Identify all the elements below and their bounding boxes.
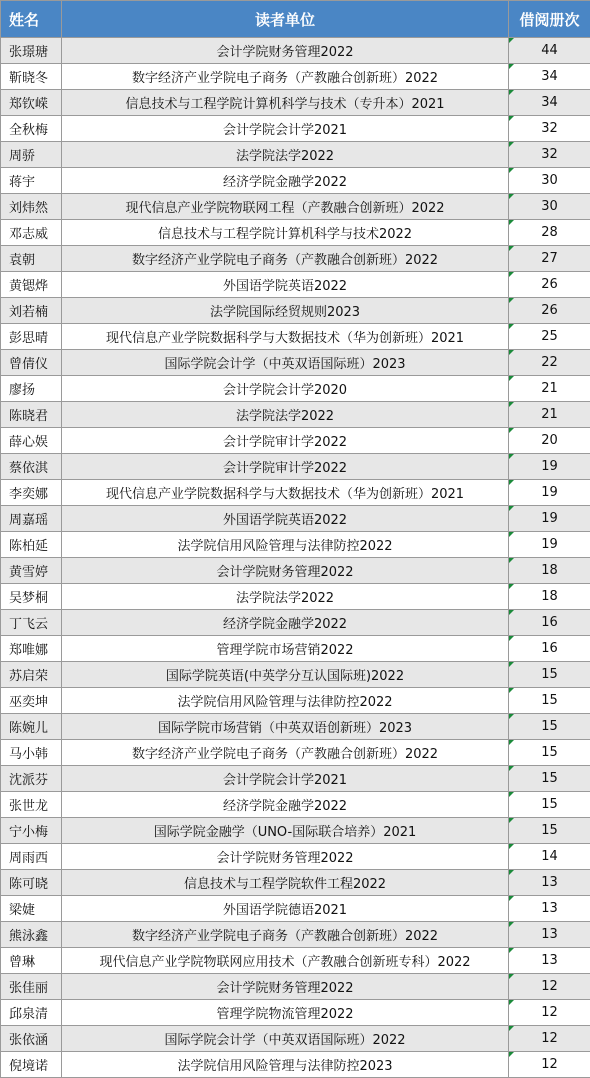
count-cell: 19 — [509, 506, 590, 532]
table-row — [1, 376, 590, 402]
table-row — [1, 636, 590, 662]
count-cell: 20 — [509, 428, 590, 454]
name-cell: 周雨西 — [1, 844, 62, 870]
count-cell: 19 — [509, 454, 590, 480]
name-cell: 黄雪婷 — [1, 558, 62, 584]
table-row — [1, 168, 590, 194]
name-cell: 熊泳鑫 — [1, 922, 62, 948]
count-cell: 15 — [509, 662, 590, 688]
table-row — [1, 714, 590, 740]
unit-cell: 信息技术与工程学院计算机科学与技术（专升本）2021 — [62, 90, 509, 116]
count-cell: 15 — [509, 818, 590, 844]
count-cell: 15 — [509, 740, 590, 766]
unit-cell: 法学院法学2022 — [62, 584, 509, 610]
unit-cell: 国际学院会计学（中英双语国际班）2022 — [62, 1026, 509, 1052]
count-cell: 19 — [509, 532, 590, 558]
name-cell: 刘若楠 — [1, 298, 62, 324]
count-cell: 32 — [509, 116, 590, 142]
unit-cell: 现代信息产业学院物联网应用技术（产教融合创新班专科）2022 — [62, 948, 509, 974]
table-row — [1, 298, 590, 324]
count-cell: 27 — [509, 246, 590, 272]
unit-cell: 国际学院英语(中英学分互认国际班)2022 — [62, 662, 509, 688]
count-cell: 30 — [509, 194, 590, 220]
unit-cell: 会计学院审计学2022 — [62, 428, 509, 454]
table-row — [1, 90, 590, 116]
table-row — [1, 610, 590, 636]
name-cell: 倪境诺 — [1, 1052, 62, 1078]
unit-cell: 国际学院市场营销（中英双语创新班）2023 — [62, 714, 509, 740]
name-cell: 黄锶烨 — [1, 272, 62, 298]
count-cell: 12 — [509, 1000, 590, 1026]
unit-cell: 数字经济产业学院电子商务（产教融合创新班）2022 — [62, 740, 509, 766]
table-row — [1, 896, 590, 922]
table-row — [1, 818, 590, 844]
count-cell: 16 — [509, 636, 590, 662]
unit-cell: 外国语学院英语2022 — [62, 272, 509, 298]
count-cell: 13 — [509, 870, 590, 896]
table-row — [1, 1000, 590, 1026]
count-cell: 34 — [509, 90, 590, 116]
unit-cell: 管理学院物流管理2022 — [62, 1000, 509, 1026]
name-cell: 周嘉瑶 — [1, 506, 62, 532]
table-row — [1, 844, 590, 870]
count-cell: 34 — [509, 64, 590, 90]
table-header-row — [1, 1, 590, 38]
name-cell: 沈派芬 — [1, 766, 62, 792]
unit-cell: 法学院法学2022 — [62, 402, 509, 428]
unit-cell: 外国语学院德语2021 — [62, 896, 509, 922]
name-cell: 马小韩 — [1, 740, 62, 766]
count-cell: 15 — [509, 792, 590, 818]
count-cell: 14 — [509, 844, 590, 870]
name-cell: 靳晓冬 — [1, 64, 62, 90]
table-row — [1, 272, 590, 298]
table-row — [1, 246, 590, 272]
unit-cell: 数字经济产业学院电子商务（产教融合创新班）2022 — [62, 246, 509, 272]
unit-cell: 法学院信用风险管理与法律防控2022 — [62, 532, 509, 558]
table-row — [1, 64, 590, 90]
table-row — [1, 454, 590, 480]
unit-cell: 会计学院会计学2021 — [62, 766, 509, 792]
name-cell: 张世龙 — [1, 792, 62, 818]
count-cell: 21 — [509, 402, 590, 428]
name-cell: 蒋宇 — [1, 168, 62, 194]
unit-cell: 现代信息产业学院数据科学与大数据技术（华为创新班）2021 — [62, 480, 509, 506]
count-cell: 32 — [509, 142, 590, 168]
count-cell: 13 — [509, 948, 590, 974]
count-cell: 44 — [509, 38, 590, 64]
table-row — [1, 428, 590, 454]
name-cell: 全秋梅 — [1, 116, 62, 142]
name-cell: 梁婕 — [1, 896, 62, 922]
name-cell: 薛心娱 — [1, 428, 62, 454]
table-row — [1, 142, 590, 168]
unit-cell: 会计学院会计学2020 — [62, 376, 509, 402]
name-cell: 邓志威 — [1, 220, 62, 246]
count-cell: 18 — [509, 584, 590, 610]
count-cell: 28 — [509, 220, 590, 246]
unit-cell: 会计学院会计学2021 — [62, 116, 509, 142]
table-body — [1, 38, 590, 1078]
unit-cell: 信息技术与工程学院软件工程2022 — [62, 870, 509, 896]
table-row — [1, 402, 590, 428]
unit-cell: 信息技术与工程学院计算机科学与技术2022 — [62, 220, 509, 246]
unit-cell: 数字经济产业学院电子商务（产教融合创新班）2022 — [62, 922, 509, 948]
count-cell: 30 — [509, 168, 590, 194]
count-cell: 13 — [509, 922, 590, 948]
name-cell: 陈柏延 — [1, 532, 62, 558]
name-cell: 巫奕坤 — [1, 688, 62, 714]
name-cell: 陈晓君 — [1, 402, 62, 428]
table-row — [1, 532, 590, 558]
table-row — [1, 116, 590, 142]
header-unit: 读者单位 — [62, 1, 509, 38]
unit-cell: 法学院国际经贸规则2023 — [62, 298, 509, 324]
name-cell: 周骄 — [1, 142, 62, 168]
unit-cell: 法学院信用风险管理与法律防控2023 — [62, 1052, 509, 1078]
name-cell: 曾琳 — [1, 948, 62, 974]
name-cell: 张依涵 — [1, 1026, 62, 1052]
table-row — [1, 324, 590, 350]
unit-cell: 现代信息产业学院数据科学与大数据技术（华为创新班）2021 — [62, 324, 509, 350]
count-cell: 21 — [509, 376, 590, 402]
table-row — [1, 350, 590, 376]
name-cell: 张璟瑭 — [1, 38, 62, 64]
name-cell: 邱泉清 — [1, 1000, 62, 1026]
name-cell: 彭思晴 — [1, 324, 62, 350]
count-cell: 15 — [509, 688, 590, 714]
count-cell: 26 — [509, 272, 590, 298]
count-cell: 13 — [509, 896, 590, 922]
count-cell: 15 — [509, 766, 590, 792]
name-cell: 郑钦嵘 — [1, 90, 62, 116]
count-cell: 19 — [509, 480, 590, 506]
count-cell: 25 — [509, 324, 590, 350]
name-cell: 宁小梅 — [1, 818, 62, 844]
table-row — [1, 38, 590, 64]
unit-cell: 会计学院财务管理2022 — [62, 974, 509, 1000]
header-name: 姓名 — [1, 1, 62, 38]
name-cell: 吴梦桐 — [1, 584, 62, 610]
unit-cell: 数字经济产业学院电子商务（产教融合创新班）2022 — [62, 64, 509, 90]
name-cell: 袁朝 — [1, 246, 62, 272]
unit-cell: 法学院信用风险管理与法律防控2022 — [62, 688, 509, 714]
count-cell: 18 — [509, 558, 590, 584]
table-row — [1, 480, 590, 506]
name-cell: 刘炜然 — [1, 194, 62, 220]
unit-cell: 管理学院市场营销2022 — [62, 636, 509, 662]
unit-cell: 会计学院财务管理2022 — [62, 844, 509, 870]
name-cell: 丁飞云 — [1, 610, 62, 636]
table-row — [1, 766, 590, 792]
count-cell: 22 — [509, 350, 590, 376]
table-row — [1, 922, 590, 948]
name-cell: 蔡依淇 — [1, 454, 62, 480]
table-row — [1, 1026, 590, 1052]
table-row — [1, 792, 590, 818]
table-row — [1, 688, 590, 714]
unit-cell: 现代信息产业学院物联网工程（产教融合创新班）2022 — [62, 194, 509, 220]
count-cell: 12 — [509, 974, 590, 1000]
unit-cell: 国际学院会计学（中英双语国际班）2023 — [62, 350, 509, 376]
name-cell: 郑唯娜 — [1, 636, 62, 662]
table-row — [1, 558, 590, 584]
name-cell: 陈婉儿 — [1, 714, 62, 740]
table-row — [1, 506, 590, 532]
table-row — [1, 740, 590, 766]
name-cell: 廖扬 — [1, 376, 62, 402]
unit-cell: 法学院法学2022 — [62, 142, 509, 168]
name-cell: 曾倩仪 — [1, 350, 62, 376]
table-row — [1, 974, 590, 1000]
unit-cell: 经济学院金融学2022 — [62, 168, 509, 194]
name-cell: 苏启荣 — [1, 662, 62, 688]
table-row — [1, 662, 590, 688]
name-cell: 张佳丽 — [1, 974, 62, 1000]
table-row — [1, 194, 590, 220]
unit-cell: 外国语学院英语2022 — [62, 506, 509, 532]
count-cell: 12 — [509, 1052, 590, 1078]
table-row — [1, 1052, 590, 1078]
count-cell: 12 — [509, 1026, 590, 1052]
table-row — [1, 870, 590, 896]
count-cell: 16 — [509, 610, 590, 636]
unit-cell: 会计学院审计学2022 — [62, 454, 509, 480]
header-count: 借阅册次 — [509, 1, 590, 38]
unit-cell: 国际学院金融学（UNO-国际联合培养）2021 — [62, 818, 509, 844]
name-cell: 陈可晓 — [1, 870, 62, 896]
unit-cell: 会计学院财务管理2022 — [62, 558, 509, 584]
count-cell: 15 — [509, 714, 590, 740]
unit-cell: 经济学院金融学2022 — [62, 610, 509, 636]
unit-cell: 经济学院金融学2022 — [62, 792, 509, 818]
count-cell: 26 — [509, 298, 590, 324]
table-row — [1, 584, 590, 610]
table-row — [1, 948, 590, 974]
table-row — [1, 220, 590, 246]
name-cell: 李奕娜 — [1, 480, 62, 506]
unit-cell: 会计学院财务管理2022 — [62, 38, 509, 64]
